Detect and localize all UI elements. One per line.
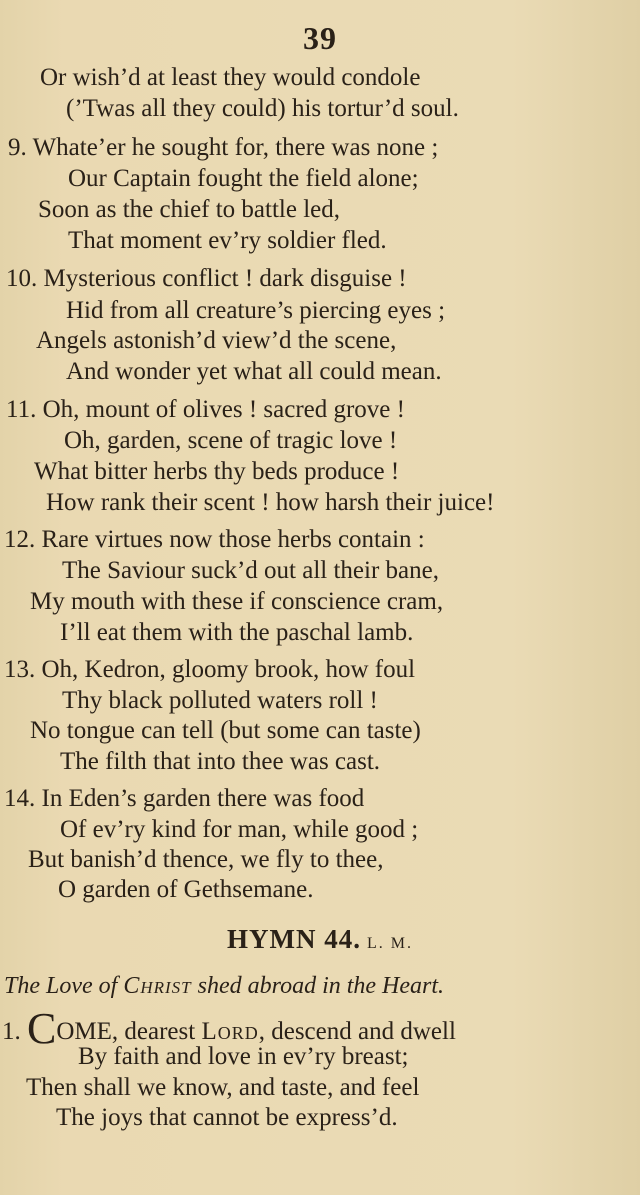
verse-number: 12.: [4, 526, 36, 553]
verse-line: My mouth with these if conscience cram,: [30, 588, 444, 615]
verse-number: 1.: [2, 1018, 21, 1045]
verse-line: Hid from all creature’s piercing eyes ;: [66, 297, 446, 324]
hymn-line: By faith and love in ev’ry breast;: [78, 1043, 409, 1070]
verse-line: But banish’d thence, we fly to thee,: [28, 846, 384, 873]
verse-line: The Saviour suck’d out all their bane,: [62, 557, 439, 584]
verse-number: 11.: [6, 396, 37, 423]
hymn-line: Then shall we know, and taste, and feel: [26, 1074, 420, 1101]
verse-line: 11. Oh, mount of olives ! sacred grove !: [6, 396, 405, 423]
verse-line: The filth that into thee was cast.: [60, 748, 381, 775]
verse-line: Of ev’ry kind for man, while good ;: [60, 816, 419, 843]
verse-number: 9.: [8, 134, 27, 161]
verse-number: 10.: [6, 265, 38, 292]
verse-line: Soon as the chief to battle led,: [38, 196, 341, 223]
verse-line: 14. In Eden’s garden there was food: [4, 785, 365, 812]
verse-line: No tongue can tell (but some can taste): [30, 717, 421, 744]
hymn-line: The joys that cannot be express’d.: [56, 1104, 398, 1131]
verse-line: That moment ev’ry soldier fled.: [68, 227, 387, 254]
verse-line: 10. Mysterious conflict ! dark disguise !: [6, 265, 407, 292]
hymn-subtitle: The Love of Christ shed abroad in the Heart.: [4, 973, 445, 999]
verse-line: Thy black polluted waters roll !: [62, 687, 378, 714]
verse-line: And wonder yet what all could mean.: [66, 358, 442, 385]
verse-line: 13. Oh, Kedron, gloomy brook, how foul: [4, 656, 416, 683]
hymn-first-line: 1. COME, dearest Lord, descend and dwell: [2, 1004, 456, 1053]
verse-line: Or wish’d at least they would condole: [40, 64, 421, 91]
verse-line: O garden of Gethsemane.: [58, 876, 314, 903]
verse-line: How rank their scent ! how harsh their juice!: [46, 489, 495, 516]
verse-number: 13.: [4, 656, 36, 683]
page-number: 39: [303, 20, 337, 56]
verse-line: (’Twas all they could) his tortur’d soul.: [66, 95, 459, 122]
verse-line: 9. Whate’er he sought for, there was none ;: [8, 134, 439, 161]
hymn-meter: L. M.: [366, 935, 413, 952]
verse-line: Oh, garden, scene of tragic love !: [64, 427, 398, 454]
verse-line: What bitter herbs thy beds produce !: [34, 458, 400, 485]
verse-number: 14.: [4, 785, 36, 812]
verse-line: Our Captain fought the field alone;: [68, 165, 419, 192]
verse-line: I’ll eat them with the paschal lamb.: [60, 619, 414, 646]
verse-line: Angels astonish’d view’d the scene,: [36, 327, 397, 354]
drop-cap: C: [27, 1004, 57, 1053]
verse-line: 12. Rare virtues now those herbs contain :: [4, 526, 425, 553]
hymn-title: HYMN 44. L. M.: [227, 924, 413, 954]
